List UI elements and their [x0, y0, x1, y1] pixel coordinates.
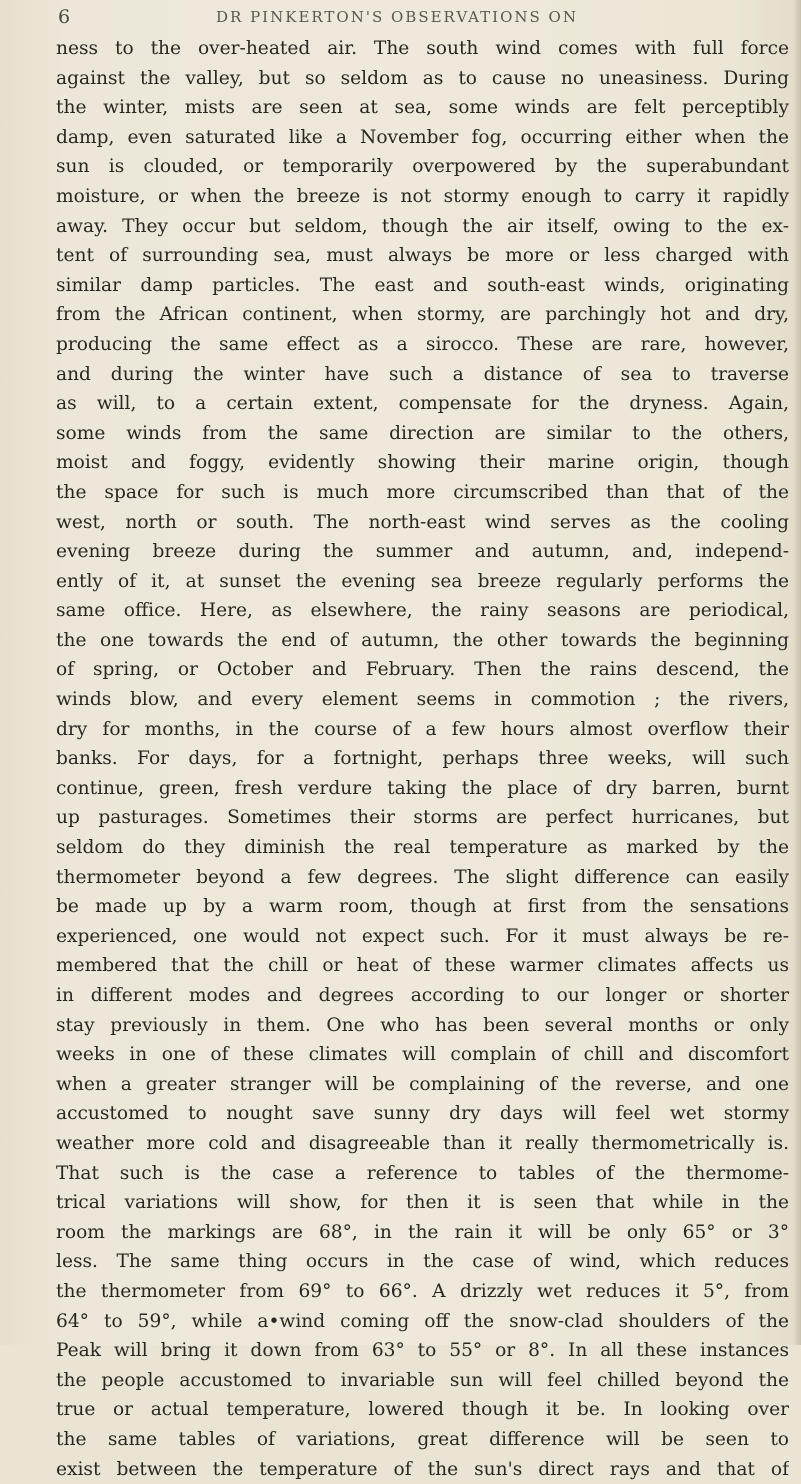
- text-line: thermometer beyond a few degrees. The slight difference can easily: [56, 863, 789, 893]
- text-line: when a greater stranger will be complaining of the reverse, and one: [56, 1070, 789, 1100]
- text-line: similar damp particles. The east and south-east winds, originating: [56, 271, 789, 301]
- text-line: the same tables of variations, great difference will be seen to: [56, 1425, 789, 1455]
- text-line: against the valley, but so seldom as to cause no uneasiness. During: [56, 64, 789, 94]
- text-line: the one towards the end of autumn, the other towards the beginning: [56, 626, 789, 656]
- text-line: tent of surrounding sea, must always be more or less charged with: [56, 241, 789, 271]
- text-line: same office. Here, as elsewhere, the rainy seasons are periodical,: [56, 596, 789, 626]
- body-text: [56, 34, 789, 1484]
- text-line: the space for such is much more circumscribed than that of the: [56, 478, 789, 508]
- text-line: trical variations will show, for then it is seen that while in the: [56, 1188, 789, 1218]
- text-line: sun is clouded, or temporarily overpowered by the superabundant: [56, 152, 789, 182]
- text-line: continue, green, fresh verdure taking the place of dry barren, burnt: [56, 774, 789, 804]
- text-line: in different modes and degrees according to our longer or shorter: [56, 981, 789, 1011]
- text-line: membered that the chill or heat of these warmer climates affects us: [56, 951, 789, 981]
- text-line: some winds from the same direction are similar to the others,: [56, 419, 789, 449]
- text-line: the thermometer from 69° to 66°. A drizzly wet reduces it 5°, from: [56, 1277, 789, 1307]
- text-line: dry for months, in the course of a few hours almost overflow their: [56, 715, 789, 745]
- text-line: producing the same effect as a sirocco. These are rare, however,: [56, 330, 789, 360]
- text-line: away. They occur but seldom, though the air itself, owing to the ex-: [56, 212, 789, 242]
- page-number: 6: [58, 6, 71, 28]
- text-line: ness to the over-heated air. The south wind comes with full force: [56, 34, 789, 64]
- text-line: the winter, mists are seen at sea, some winds are felt perceptibly: [56, 93, 789, 123]
- running-title: DR PINKERTON'S OBSERVATIONS ON: [216, 8, 578, 26]
- text-line: and during the winter have such a distance of sea to traverse: [56, 360, 789, 390]
- text-line: That such is the case a reference to tables of the thermome-: [56, 1159, 789, 1189]
- text-line: the people accustomed to invariable sun will feel chilled beyond the: [56, 1366, 789, 1396]
- text-line: accustomed to nought save sunny dry days will feel wet stormy: [56, 1099, 789, 1129]
- text-line: weeks in one of these climates will complain of chill and discomfort: [56, 1040, 789, 1070]
- text-line: damp, even saturated like a November fog, occurring either when the: [56, 123, 789, 153]
- text-line: room the markings are 68°, in the rain it will be only 65° or 3°: [56, 1218, 789, 1248]
- text-line: ently of it, at sunset the evening sea breeze regularly performs the: [56, 567, 789, 597]
- text-line: banks. For days, for a fortnight, perhaps three weeks, will such: [56, 744, 789, 774]
- text-line: less. The same thing occurs in the case of wind, which reduces: [56, 1247, 789, 1277]
- text-line: as will, to a certain extent, compensate for the dryness. Again,: [56, 389, 789, 419]
- text-line: 64° to 59°, while a•wind coming off the snow-clad shoulders of the: [56, 1307, 789, 1337]
- text-line: weather more cold and disagreeable than it really thermometrically is.: [56, 1129, 789, 1159]
- text-line: Peak will bring it down from 63° to 55° or 8°. In all these instances: [56, 1336, 789, 1366]
- text-line: experienced, one would not expect such. For it must always be re-: [56, 922, 789, 952]
- text-line: winds blow, and every element seems in commotion ; the rivers,: [56, 685, 789, 715]
- text-line: moist and foggy, evidently showing their marine origin, though: [56, 448, 789, 478]
- text-line: evening breeze during the summer and autumn, and, independ-: [56, 537, 789, 567]
- text-line: seldom do they diminish the real temperature as marked by the: [56, 833, 789, 863]
- text-line: of spring, or October and February. Then the rains descend, the: [56, 655, 789, 685]
- text-line: exist between the temperature of the sun's direct rays and that of: [56, 1455, 789, 1484]
- text-line: true or actual temperature, lowered though it be. In looking over: [56, 1395, 789, 1425]
- text-line: be made up by a warm room, though at first from the sensations: [56, 892, 789, 922]
- text-line: west, north or south. The north-east wind serves as the cooling: [56, 508, 789, 538]
- text-line: from the African continent, when stormy, are parchingly hot and dry,: [56, 300, 789, 330]
- text-line: moisture, or when the breeze is not stormy enough to carry it rapidly: [56, 182, 789, 212]
- page-edge-shadow: [793, 0, 801, 1345]
- text-line: stay previously in them. One who has been several months or only: [56, 1011, 789, 1041]
- running-head: [0, 6, 801, 30]
- text-line: up pasturages. Sometimes their storms are perfect hurricanes, but: [56, 803, 789, 833]
